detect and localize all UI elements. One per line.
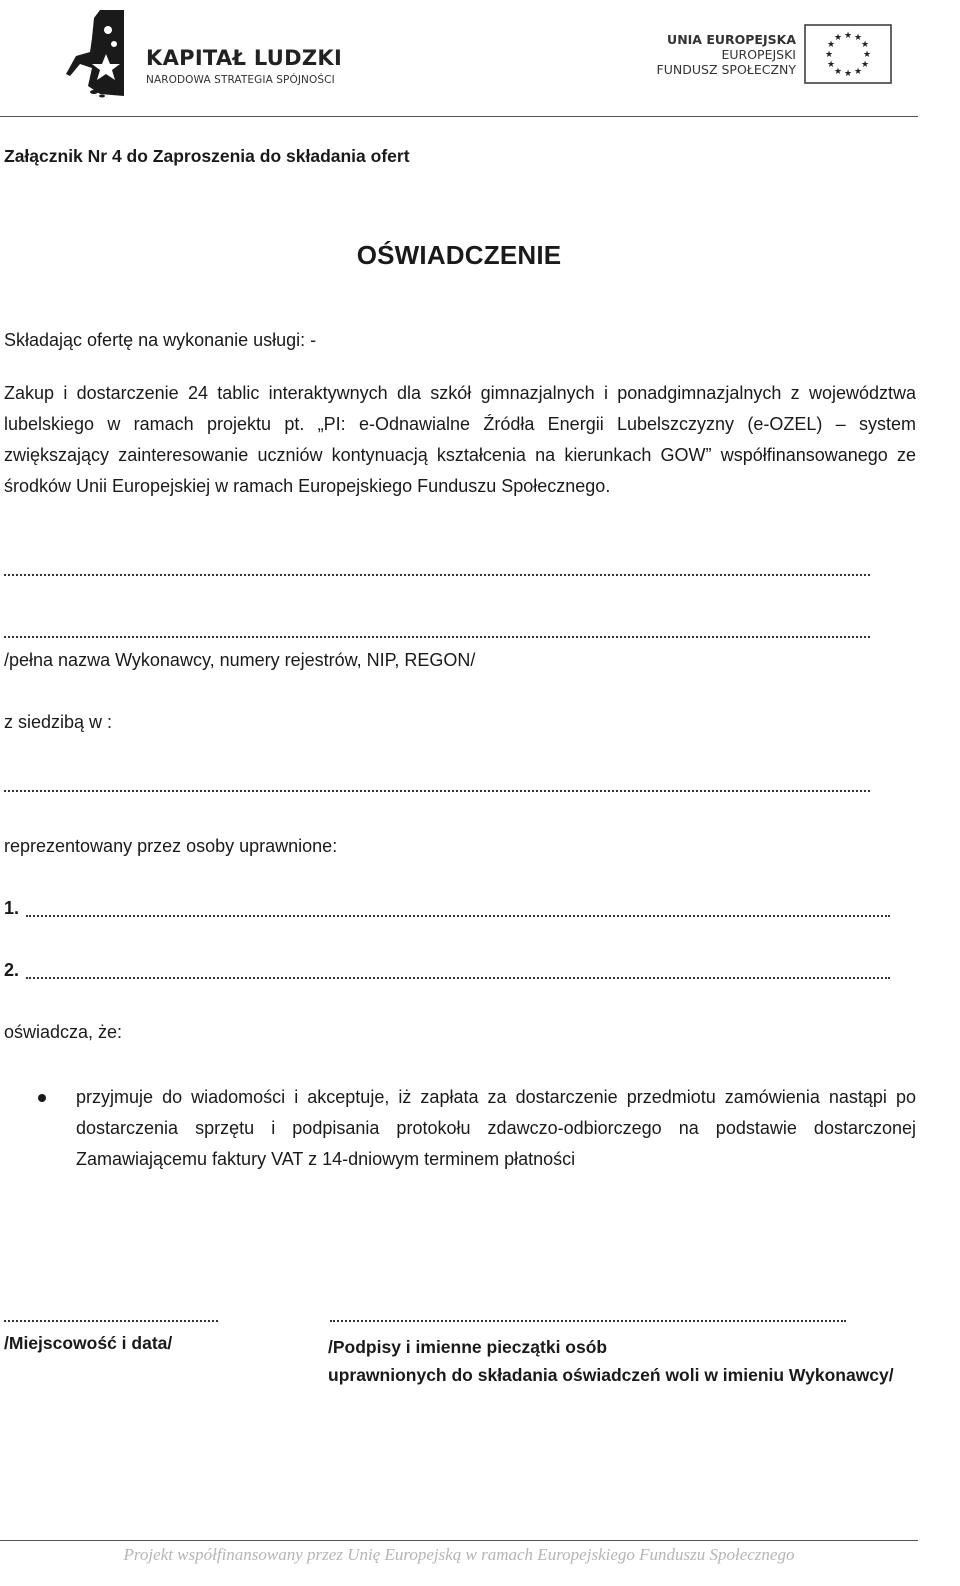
svg-text:★: ★	[824, 50, 834, 60]
eu-logo-line1: UNIA EUROPEJSKA	[667, 32, 796, 47]
seat-label: z siedzibą w :	[4, 712, 113, 732]
eu-logo	[656, 24, 892, 86]
represented-label: reprezentowany przez osoby uprawnione:	[4, 836, 338, 856]
svg-text:★: ★	[853, 67, 863, 77]
kapital-ludzki-mark-icon	[66, 8, 128, 100]
eu-logo-line2: EUROPEJSKI	[721, 47, 796, 62]
place-date-line	[4, 1320, 218, 1322]
contractor-name-label: /pełna nazwa Wykonawcy, numery rejestrów, NIP, REGON/	[4, 650, 476, 670]
service-description: Zakup i dostarczenie 24 tablic interaktywnych dla szkół gimnazjalnych i ponadgimnazjalnych z województwa lubelskiego w ramach projektu pt. „PI: e-Odnawialne Źródła Energii Lubelszczyzny (e-OZEL) – system zwiększający zainteresowanie uczniów kontynuacją kształcenia na kierunkach GOW” współfinansowanego ze środków Unii Europejskiej w ramach Europejskiego Funduszu Społecznego.	[4, 383, 916, 496]
kapital-ludzki-title: KAPITAŁ LUDZKI	[146, 46, 343, 70]
signature-label-line2: uprawnionych do składania oświadczeń woli w imieniu Wykonawcy/	[328, 1365, 894, 1385]
contractor-name-line-1	[4, 574, 870, 576]
representative-2-line	[26, 977, 890, 979]
svg-text:★: ★	[833, 67, 843, 77]
document-title: OŚWIADCZENIE	[356, 240, 562, 270]
kapital-ludzki-logo	[66, 8, 356, 100]
eu-logo-text	[657, 32, 796, 77]
seat-line	[4, 790, 870, 792]
representative-2-number: 2.	[4, 960, 20, 980]
declaration-item: przyjmuje do wiadomości i akceptuje, iż zapłata za dostarczenie przedmiotu zamówienia nastąpi po dostarczenia sprzętu i podpisania protokołu zdawczo-odbiorczego na podstawie dostarczonej Zamawiającemu faktury VAT z 14-dniowym terminem płatności	[76, 1087, 916, 1169]
svg-text:★: ★	[843, 69, 853, 79]
bullet-icon	[38, 1094, 46, 1102]
declares-label: oświadcza, że:	[4, 1022, 123, 1042]
svg-text:★: ★	[860, 60, 870, 70]
svg-text:★: ★	[860, 40, 870, 50]
attachment-heading: Załącznik Nr 4 do Zaproszenia do składania ofert	[4, 146, 410, 166]
lead-text: Składając ofertę na wykonanie usługi: -	[4, 330, 317, 350]
svg-text:★: ★	[826, 40, 836, 50]
svg-text:★: ★	[853, 33, 863, 43]
signature-line	[330, 1320, 846, 1322]
footer-divider	[0, 1540, 918, 1541]
signature-label-line1: /Podpisy i imienne pieczątki osób	[328, 1337, 608, 1357]
contractor-name-line-2	[4, 636, 870, 638]
place-date-label: /Miejscowość i data/	[4, 1333, 173, 1353]
svg-text:★: ★	[862, 50, 872, 60]
svg-text:★: ★	[833, 33, 843, 43]
header-divider	[0, 116, 918, 117]
eu-flag-icon	[804, 24, 892, 84]
footer-text: Projekt współfinansowany przez Unię Europejską w ramach Europejskiego Funduszu Społecznego	[123, 1545, 795, 1564]
svg-text:★: ★	[843, 31, 853, 41]
kapital-ludzki-subtitle: NARODOWA STRATEGIA SPÓJNOŚCI	[146, 74, 335, 86]
representative-1-number: 1.	[4, 898, 20, 918]
eu-logo-line3: FUNDUSZ SPOŁECZNY	[656, 62, 796, 77]
signature-label	[328, 1333, 894, 1389]
svg-text:★: ★	[826, 60, 836, 70]
representative-1-line	[26, 915, 890, 917]
